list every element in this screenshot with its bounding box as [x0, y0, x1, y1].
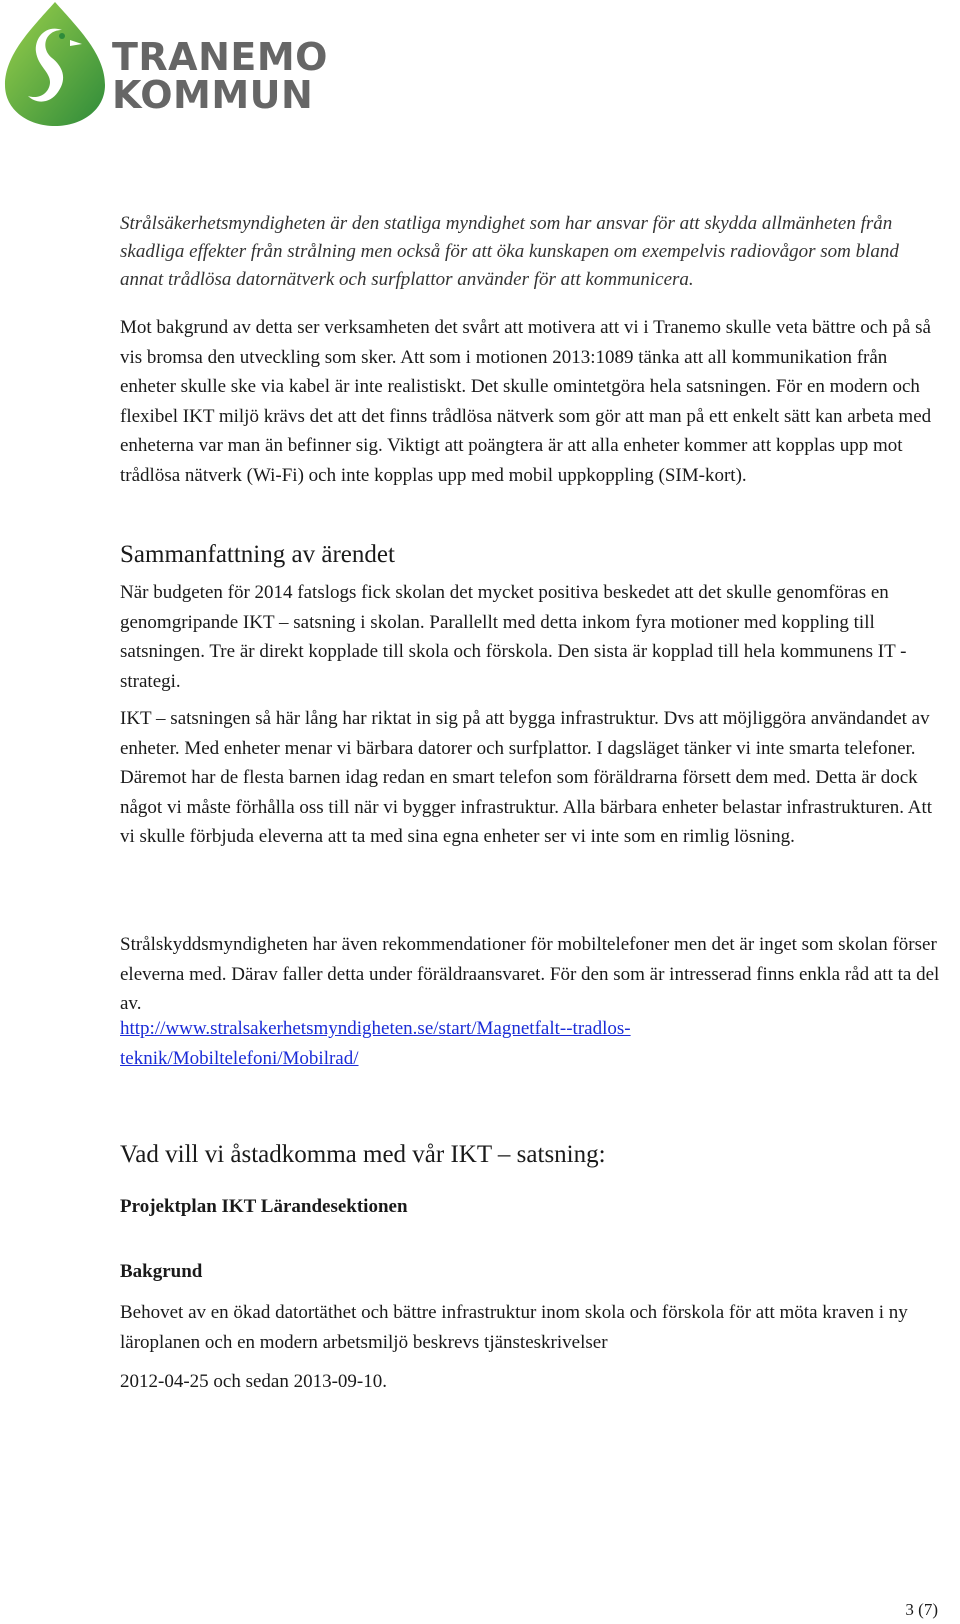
- tranemo-crane-logo-icon: [0, 0, 110, 130]
- paragraph-1: Mot bakgrund av detta ser verksamheten det svårt att motivera att vi i Tranemo skulle veta bättre och på så vis bromsa den utveckling som sker. Att som i motionen 2013:1089 tänka att all kommunikation från enheter skulle ske via kabel är inte realistiskt. Det skulle omintetgöra hela satsningen. För en modern och flexibel IKT miljö krävs det att det finns trådlösa nätverk som gör att man på ett enkelt sätt kan arbeta med enheterna var man än befinner sig. Viktigt att poängtera är att alla enheter kommer att kopplas upp mot trådlösa nätverk (Wi-Fi) och inte kopplas upp med mobil uppkoppling (SIM-kort).: [120, 317, 932, 486]
- paragraph-3: IKT – satsningen så här lång har riktat in sig på att bygga infrastruktur. Dvs att möjliggöra användandet av enheter. Med enheter menar vi bärbara datorer och surfplattor. I dagsläget tänker vi inte smarta telefoner. Däremot har de flesta barnen idag redan en smart telefon som föräldrarna försett dem med. Detta är dock något vi måste förhålla oss till när vi bygger infrastruktur. Alla bärbara enheter belastar infrastrukturen. Att vi skulle förbjuda eleverna att ta med sina egna enheter ser vi inte som en rimlig lösning.: [120, 708, 932, 847]
- subheading-project-plan: Projektplan IKT Lärandesektionen: [120, 1196, 408, 1217]
- page-number: 3 (7): [905, 1600, 938, 1619]
- intro-italic-paragraph: Strålsäkerhetsmyndigheten är den statliga myndighet som har ansvar för att skydda allmänheten från skadliga effekter från strålning men också för att öka kunskapen om exempelvis radiovågor som bland annat trådlösa datornätverk och surfplattor använder för att kommunicera.: [120, 213, 899, 290]
- paragraph-6: 2012-04-25 och sedan 2013-09-10.: [120, 1371, 388, 1392]
- subheading-background: Bakgrund: [120, 1261, 203, 1282]
- paragraph-5: Behovet av en ökad datortäthet och bättre infrastruktur inom skola och förskola för att möta kraven i ny läroplanen och en modern arbetsmiljö beskrevs tjänsteskrivelser: [120, 1302, 908, 1353]
- logo-wordmark: [112, 35, 328, 117]
- logo-line-1: TRANEMO: [112, 35, 328, 79]
- paragraph-4: Strålskyddsmyndigheten har även rekommendationer för mobiltelefoner men det är inget som skolan förser eleverna med. Därav faller detta under föräldraansvaret. För den som är intresserad finns enkla råd att ta del av.: [120, 934, 940, 1014]
- paragraph-2: När budgeten för 2014 fatslogs fick skolan det mycket positiva beskedet att det skulle genomföras en genomgripande IKT – satsning i skolan. Parallellt med detta inkom fyra motioner med koppling till satsningen. Tre är direkt kopplade till skola och förskola. Den sista är kopplad till hela kommunens IT - strategi.: [120, 582, 907, 692]
- section-heading-goals: Vad vill vi åstadkomma med vår IKT – satsning:: [120, 1141, 606, 1168]
- stralsakerhet-link[interactable]: http://www.stralsakerhetsmyndigheten.se/start/Magnetfalt--tradlos-teknik/Mobiltelefoni/Mobilrad/: [120, 1018, 631, 1069]
- logo: [0, 0, 328, 132]
- link-paragraph: [120, 1014, 760, 1073]
- logo-line-2: KOMMUN: [112, 73, 314, 117]
- section-heading-summary: Sammanfattning av ärendet: [120, 541, 395, 568]
